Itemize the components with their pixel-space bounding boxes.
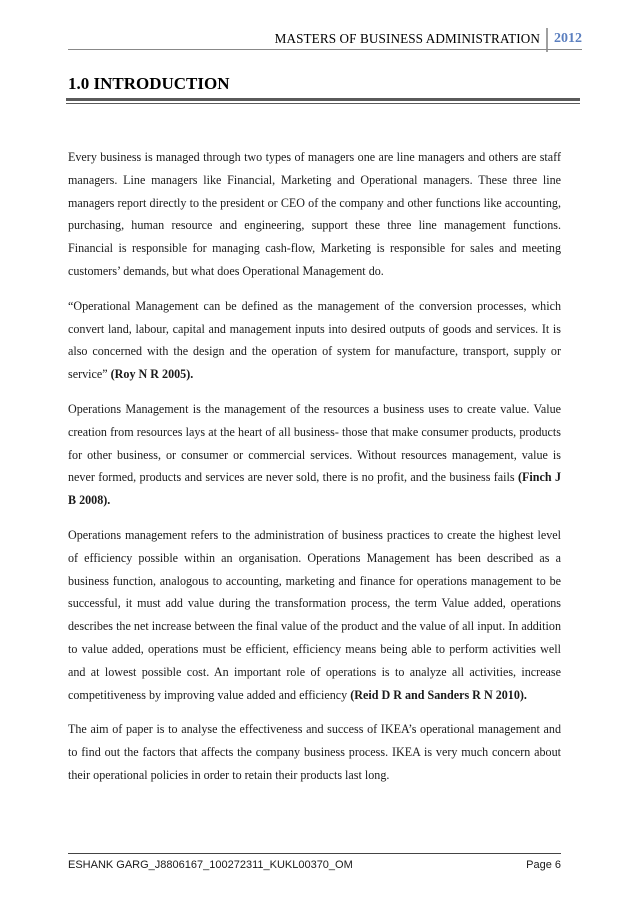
footer-rule <box>68 853 561 854</box>
header-year: 2012 <box>554 31 582 46</box>
heading-rule-thin <box>66 103 580 104</box>
header-title: MASTERS OF BUSINESS ADMINISTRATION <box>274 31 540 46</box>
citation-reid: (Reid D R and Sanders R N 2010). <box>350 687 527 702</box>
paragraph-1 <box>68 146 561 283</box>
citation-roy: (Roy N R 2005). <box>110 367 194 382</box>
paragraph-3 <box>68 398 561 512</box>
paragraph-5-text: The aim of paper is to analyse the effectiveness and success of IKEA’s operational management and to find out the factors that affects the company business process. IKEA is very much concern about their operational policies in order to retain their products last long. <box>68 722 561 782</box>
paragraph-4 <box>68 524 561 706</box>
header-rule <box>68 49 582 50</box>
paragraph-1-text: Every business is managed through two types of managers one are line managers and others are staff managers. Line managers like Financial, Marketing and Operational managers. These three line managers report directly to the president or CEO of the company and other functions like accounting, purchasing, human resource and engineering, support these three line management functions. Financial is responsible for managing cash-flow, Marketing is responsible for sales and meeting customers’ demands, but what does Operational Management do. <box>68 150 561 278</box>
section-heading: 1.0 INTRODUCTION <box>68 74 230 93</box>
page-footer <box>68 859 561 871</box>
body-content <box>68 146 561 799</box>
page-number: Page 6 <box>526 859 561 871</box>
citation-finch: (Finch J B 2008). <box>68 470 562 508</box>
footer-author-id: ESHANK GARG_J8806167_100272311_KUKL00370_OM <box>68 859 353 871</box>
paragraph-2 <box>68 295 561 386</box>
paragraph-5 <box>68 718 561 786</box>
paragraph-4-text: Operations management refers to the administration of business practices to create the highest level of efficiency possible within an organisation. Operations Management has been described as a business function, analogous to accounting, marketing and finance for operations management to be successful, it must add value during the transformation process, the term Value added, operations describes the net increase between the final value of the product and the value of all input. In addition to value added, operations must be efficient, efficiency means being able to perform activities well and at lowest possible cost. An important role of operations is to analyze all activities, increase competitiveness by improving value added and efficiency <box>68 527 561 702</box>
section-heading-box <box>66 70 580 102</box>
paragraph-2-text: “Operational Management can be defined as the management of the conversion processes, which convert land, labour, capital and management inputs into desired outputs of goods and services. It is also concerned with the design and the operation of system for manufacture, transport, supply or service” <box>68 298 561 382</box>
paragraph-3-text: Operations Management is the management of the resources a business uses to create value. Value creation from resources lays at the heart of all business- those that make consumer products, products for other business, or consumer or commercial services. Without resources management, value is never formed, products and services are never sold, there is no profit, and the business fails <box>68 401 561 485</box>
heading-rule-thick <box>66 98 580 101</box>
